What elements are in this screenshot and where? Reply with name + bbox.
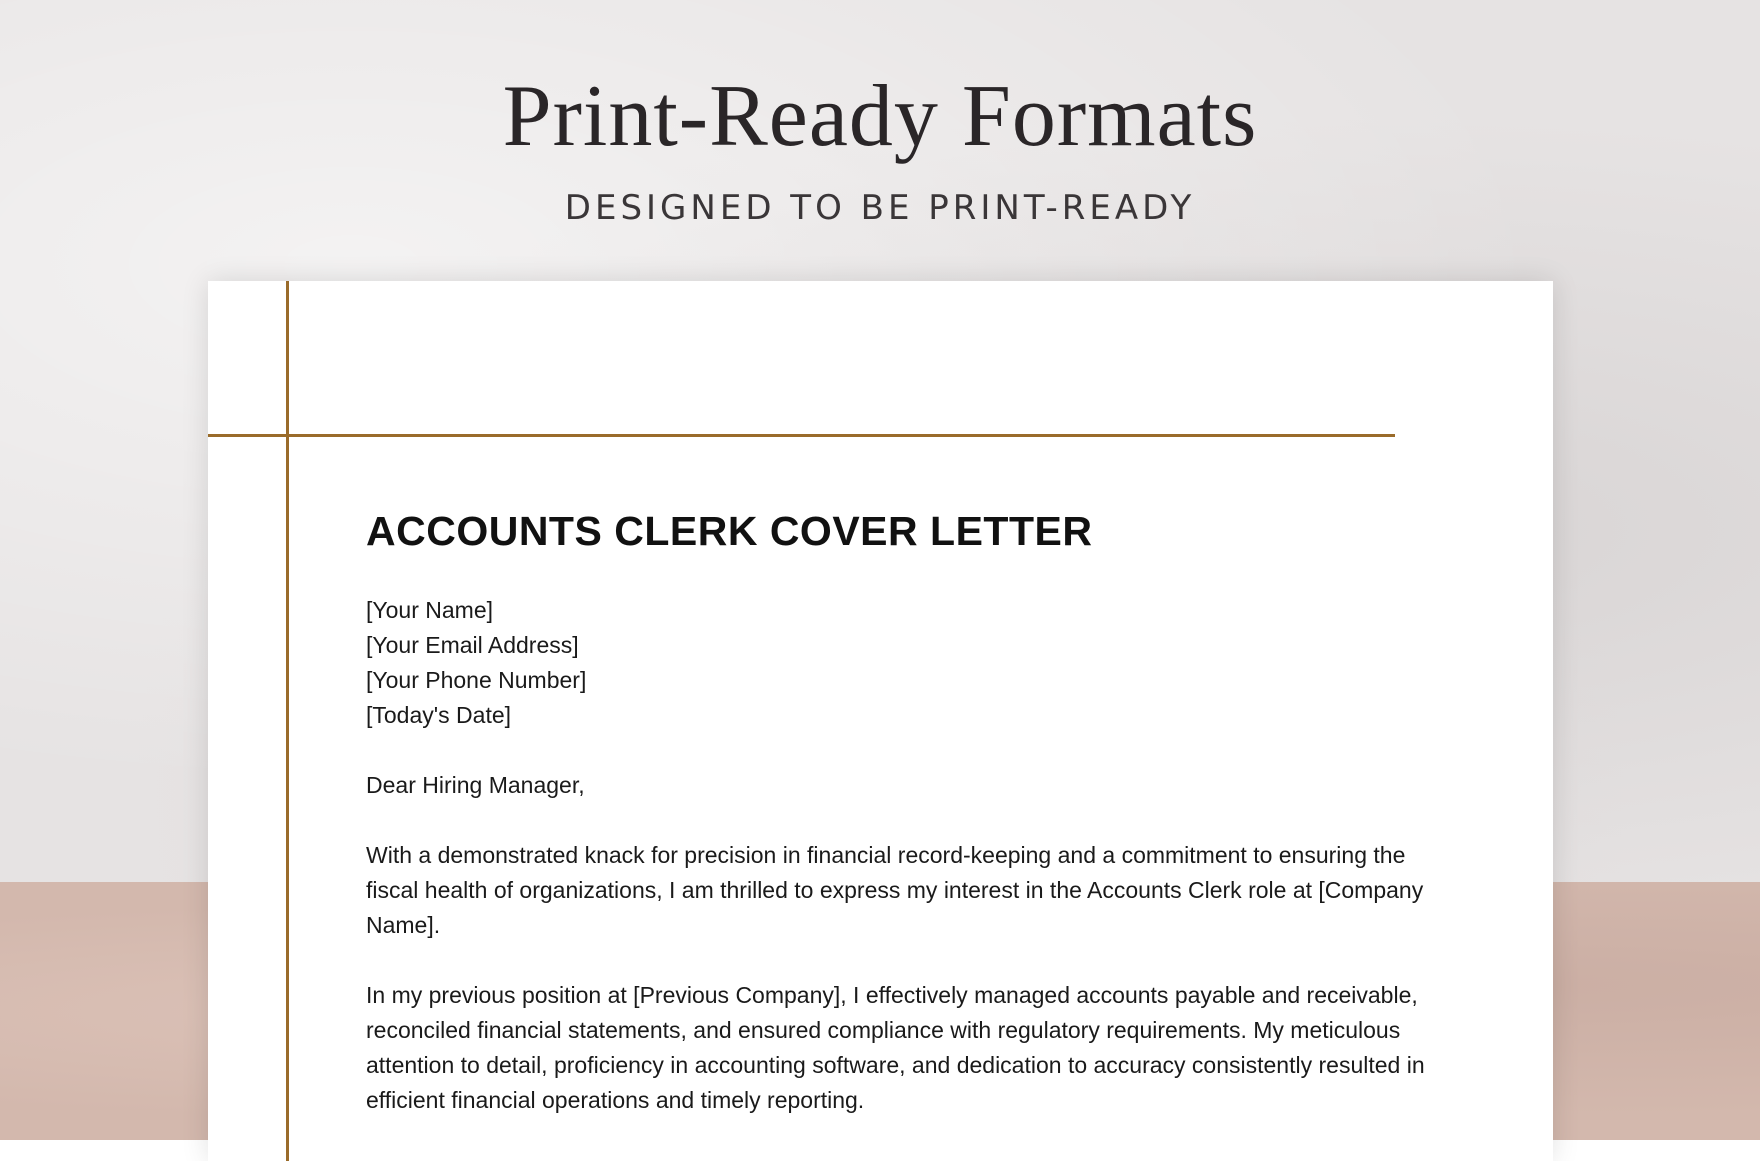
hero-title: Print-Ready Formats <box>502 68 1258 165</box>
sender-block <box>366 593 1426 733</box>
sender-phone: [Your Phone Number] <box>366 667 587 693</box>
hero-subtitle: DESIGNED TO BE PRINT-READY <box>564 188 1196 228</box>
sender-email: [Your Email Address] <box>366 632 579 658</box>
body-paragraph-1: With a demonstrated knack for precision in financial record-keeping and a commitment to ensuring the fiscal health of organizations, I am thrilled to express my interest in the Accounts Clerk role at [Company Name]. <box>366 842 1424 938</box>
document-title: ACCOUNTS CLERK COVER LETTER <box>366 508 1093 554</box>
salutation: Dear Hiring Manager, <box>366 772 585 798</box>
document-page <box>208 281 1553 1161</box>
accent-vertical-line <box>286 281 289 1161</box>
sender-date: [Today's Date] <box>366 702 512 728</box>
body-paragraph-2: In my previous position at [Previous Company], I effectively managed accounts payable and receivable, reconciled financial statements, and ensured compliance with regulatory requirements. My meticulous attention to detail, proficiency in accounting software, and dedication to accuracy consistently resulted in efficient financial operations and timely reporting. <box>366 982 1425 1113</box>
document-content <box>366 505 1426 1153</box>
sender-name: [Your Name] <box>366 597 493 623</box>
accent-horizontal-line <box>208 434 1395 437</box>
